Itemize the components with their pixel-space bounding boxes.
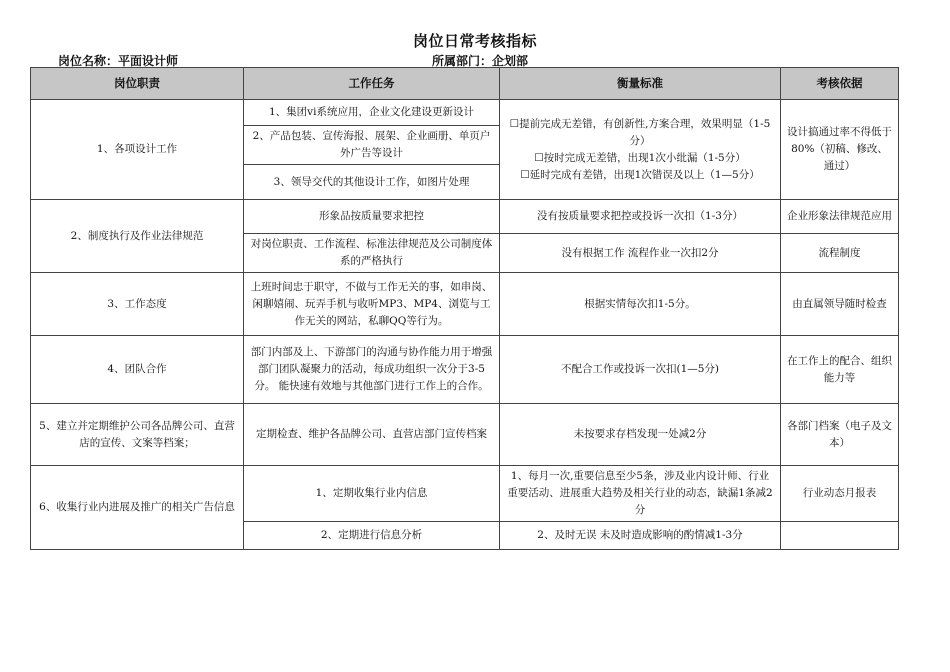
- basis-cell: 流程制度: [781, 234, 899, 273]
- duty-cell: 4、团队合作: [31, 336, 244, 404]
- header-basis: 考核依据: [781, 68, 899, 100]
- standard-cell: 未按要求存档发现一处减2分: [500, 404, 781, 466]
- table-row: [31, 404, 899, 466]
- table-row: [31, 100, 899, 126]
- task-cell: 3、领导交代的其他设计工作，如图片处理: [244, 165, 500, 200]
- standard-cell: 没有根据工作 流程作业一次扣2分: [500, 234, 781, 273]
- basis-cell: 各部门档案（电子及文本）: [781, 404, 899, 466]
- basis-cell: 由直属领导随时检查: [781, 273, 899, 336]
- duty-cell: 3、工作态度: [31, 273, 244, 336]
- task-cell: 定期检查、维护各品牌公司、直营店部门宣传档案: [244, 404, 500, 466]
- page-title: 岗位日常考核指标: [412, 32, 537, 50]
- task-cell: 部门内部及上、下游部门的沟通与协作能力用于增强部门团队凝聚力的活动，每成功组织一次分于3-5分。 能快速有效地与其他部门进行工作上的合作。: [244, 336, 500, 404]
- duty-cell: 5、建立并定期维护公司各品牌公司、直营店的宣传、文案等档案；: [31, 404, 244, 466]
- task-cell: 1、定期收集行业内信息: [244, 466, 500, 522]
- standard-cell: 2、及时无误 未及时造成影响的酌情减1-3分: [500, 522, 781, 550]
- position-name: 岗位名称：平面设计师: [58, 54, 179, 68]
- standard-cell: 1、每月一次,重要信息至少5条，涉及业内设计师、行业重要活动、进展重大趋势及相关行业的动态，缺漏1条减2分: [500, 466, 781, 522]
- table-row: [31, 466, 899, 522]
- task-cell: 2、定期进行信息分析: [244, 522, 500, 550]
- table-header-row: [31, 68, 899, 100]
- table-row: [31, 200, 899, 234]
- duty-cell: 6、收集行业内进展及推广的相关广告信息: [31, 466, 244, 550]
- standard-cell: 根据实情每次扣1-5分。: [500, 273, 781, 336]
- task-cell: 形象品按质量要求把控: [244, 200, 500, 234]
- basis-cell: 在工作上的配合、组织能力等: [781, 336, 899, 404]
- standard-cell: 不配合工作或投诉一次扣(1—5分): [500, 336, 781, 404]
- table-row: [31, 273, 899, 336]
- basis-cell: 行业动态月报表: [781, 466, 899, 522]
- standard-cell: 没有按质量要求把控或投诉一次扣（1-3分）: [500, 200, 781, 234]
- basis-cell: 设计搞通过率不得低于80%（初稿、修改、通过）: [781, 100, 899, 200]
- assessment-table: [30, 67, 899, 550]
- basis-cell: [781, 522, 899, 550]
- header-standard: 衡量标准: [500, 68, 781, 100]
- table-row: [31, 336, 899, 404]
- task-cell: 上班时间忠于职守，不做与工作无关的事，如串岗、闲聊嬉闹、玩弄手机与收听MP3、MP4、浏览与工作无关的网站，私聊QQ等行为。: [244, 273, 500, 336]
- basis-cell: 企业形象法律规范应用: [781, 200, 899, 234]
- header-duty: 岗位职责: [31, 68, 244, 100]
- header-task: 工作任务: [244, 68, 500, 100]
- task-cell: 2、产品包装、宣传海报、展架、企业画册、单页户外广告等设计: [244, 126, 500, 165]
- task-cell: 对岗位职责、工作流程、标准法律规范及公司制度体系的严格执行: [244, 234, 500, 273]
- duty-cell: 1、各项设计工作: [31, 100, 244, 200]
- task-cell: 1、集团vi系统应用，企业文化建设更新设计: [244, 100, 500, 126]
- department-name: 所属部门：企划部: [432, 54, 529, 68]
- standard-cell: ☐提前完成无差错，有创新性,方案合理，效果明显（1-5分） ☐按时完成无差错，出现1次小纰漏（1-5分） ☐延时完成有差错，出现1次错误及以上（1—5分）: [500, 100, 781, 200]
- duty-cell: 2、制度执行及作业法律规范: [31, 200, 244, 273]
